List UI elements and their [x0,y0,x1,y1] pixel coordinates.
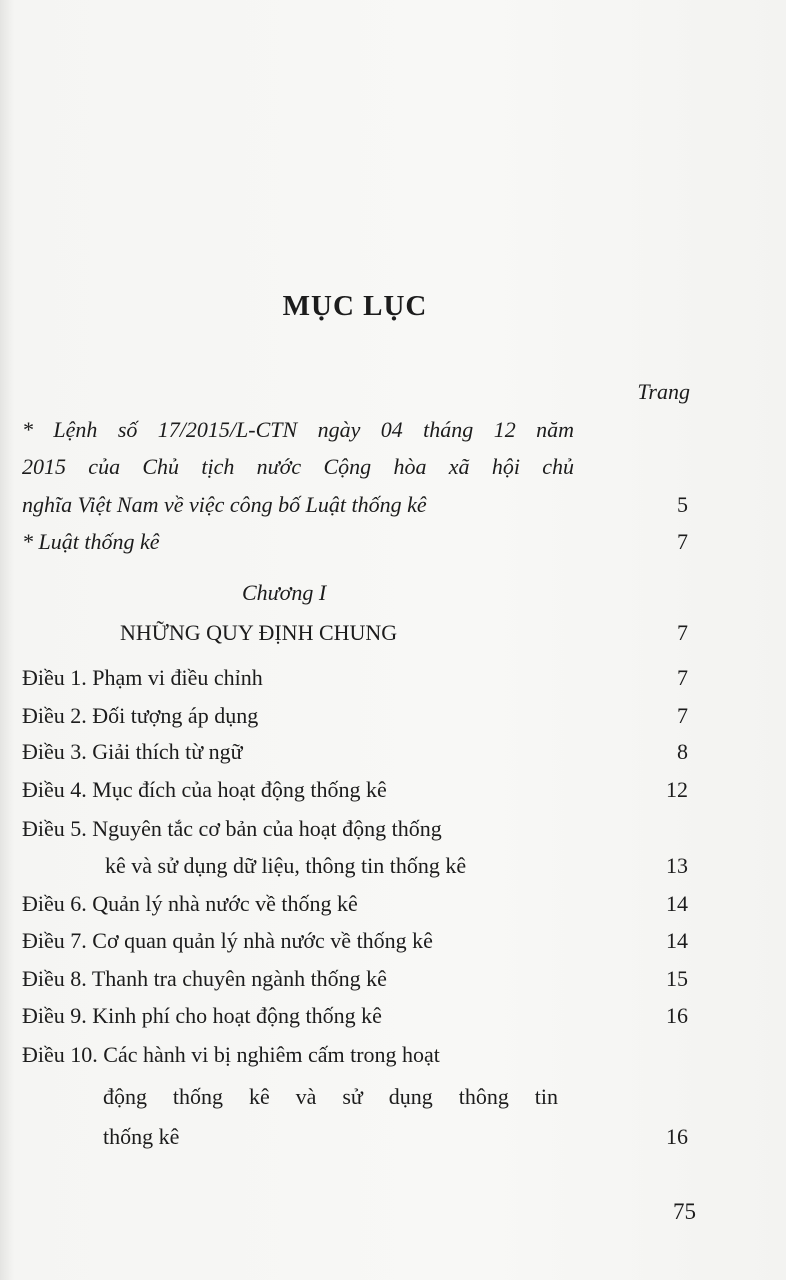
toc-page-number: 7 [677,665,688,690]
toc-entry-line: Điều 5. Nguyên tắc cơ bản của hoạt động thống [22,816,442,841]
toc-entry-line: Điều 6. Quản lý nhà nước về thống kê [22,891,358,916]
toc-entry-line: Điều 9. Kinh phí cho hoạt động thống kê [22,1003,382,1028]
toc-page-number: 7 [677,703,688,728]
toc-page-number: 15 [666,966,688,991]
toc-entry-line: kê và sử dụng dữ liệu, thông tin thống kê [105,853,467,878]
toc-page-number: 14 [666,928,688,953]
toc-entry-line: Điều 3. Giải thích từ ngữ [22,739,243,764]
toc-entry-line: Điều 8. Thanh tra chuyên ngành thống kê [22,966,387,991]
toc-page-number: 7 [677,620,688,645]
toc-entry-line: Điều 4. Mục đích của hoạt động thống kê [22,777,387,802]
toc-entry-line: * Lệnh số 17/2015/L-CTN ngày 04 tháng 12 năm [22,417,574,442]
toc-page-number: 14 [666,891,688,916]
toc-page-number: 5 [677,492,688,517]
chapter-title: NHỮNG QUY ĐỊNH CHUNG [120,620,398,645]
toc-page-number: 7 [677,529,688,554]
toc-entry-line: Điều 2. Đối tượng áp dụng [22,703,259,728]
toc-entry-line: thống kê [103,1124,180,1149]
toc-entry-line: động thống kê và sử dụng thông tin [103,1084,558,1109]
toc-page-number: 13 [666,853,688,878]
toc-page-number: 16 [666,1003,688,1028]
page-title: MỤC LỤC [282,290,428,322]
toc-entry-line: * Luật thống kê [22,529,160,554]
page-column-label: Trang [637,379,690,404]
toc-page-number: 8 [677,739,688,764]
toc-entry-line: Điều 1. Phạm vi điều chỉnh [22,665,263,690]
toc-entry-line: nghĩa Việt Nam về việc công bố Luật thống kê [22,492,427,517]
toc-page-number: 16 [666,1124,688,1149]
page-number: 75 [673,1199,696,1224]
toc-page-number: 12 [666,777,688,802]
toc-entry-line: Điều 10. Các hành vi bị nghiêm cấm trong hoạt [22,1042,440,1067]
chapter-label: Chương I [242,580,327,605]
toc-entry-line: 2015 của Chủ tịch nước Cộng hòa xã hội chủ [22,454,574,479]
toc-entry-line: Điều 7. Cơ quan quản lý nhà nước về thống kê [22,928,433,953]
